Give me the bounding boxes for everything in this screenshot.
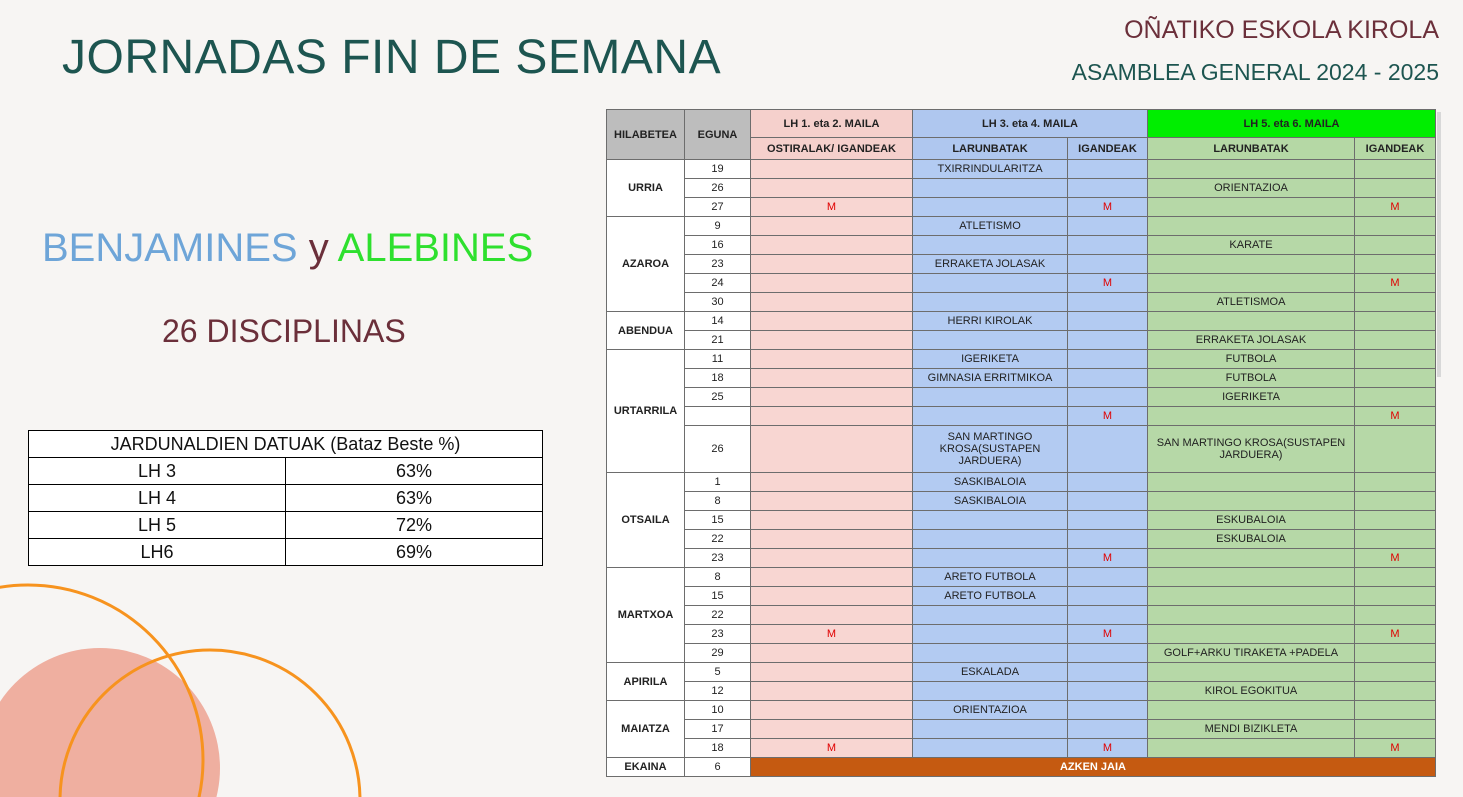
lh12-cell <box>751 663 913 682</box>
lh56-saturday-cell <box>1148 549 1355 568</box>
lh56-sunday-cell <box>1355 644 1436 663</box>
schedule-row <box>607 217 1436 236</box>
lh34-sunday-cell <box>1068 492 1148 511</box>
lh56-sunday-cell: M <box>1355 739 1436 758</box>
month-cell: MAIATZA <box>607 701 685 758</box>
lh56-sunday-header: IGANDEAK <box>1355 138 1436 160</box>
lh34-saturday-cell: SASKIBALOIA <box>913 473 1068 492</box>
scrollbar[interactable] <box>1437 112 1441 377</box>
lh56-sunday-cell <box>1355 530 1436 549</box>
lh34-saturday-cell <box>913 198 1068 217</box>
day-cell: 11 <box>685 350 751 369</box>
lh34-saturday-cell: ATLETISMO <box>913 217 1068 236</box>
lh56-sunday-cell: M <box>1355 549 1436 568</box>
schedule-row <box>607 198 1436 217</box>
lh34-sunday-cell <box>1068 388 1148 407</box>
lh34-sunday-header: IGANDEAK <box>1068 138 1148 160</box>
lh56-saturday-cell: KIROL EGOKITUA <box>1148 682 1355 701</box>
lh34-sunday-cell <box>1068 179 1148 198</box>
lh34-sunday-cell <box>1068 236 1148 255</box>
lh34-sunday-cell <box>1068 160 1148 179</box>
schedule-row <box>607 568 1436 587</box>
lh56-saturday-cell <box>1148 198 1355 217</box>
month-cell: ABENDUA <box>607 312 685 350</box>
lh12-cell <box>751 568 913 587</box>
lh12-cell: M <box>751 625 913 644</box>
lh56-saturday-cell: ORIENTAZIOA <box>1148 179 1355 198</box>
lh56-saturday-cell <box>1148 160 1355 179</box>
salmon-circle <box>0 648 220 797</box>
schedule-row <box>607 350 1436 369</box>
lh12-cell <box>751 236 913 255</box>
lh12-cell <box>751 606 913 625</box>
lh56-saturday-header: LARUNBATAK <box>1148 138 1355 160</box>
schedule-row <box>607 663 1436 682</box>
schedule-row <box>607 312 1436 331</box>
lh34-saturday-cell: ARETO FUTBOLA <box>913 568 1068 587</box>
lh34-saturday-cell <box>913 682 1068 701</box>
lh12-cell <box>751 701 913 720</box>
day-cell: 18 <box>685 369 751 388</box>
lh56-sunday-cell <box>1355 720 1436 739</box>
lh34-sunday-cell <box>1068 568 1148 587</box>
lh12-cell <box>751 160 913 179</box>
lh56-sunday-cell <box>1355 682 1436 701</box>
schedule-row <box>607 407 1436 426</box>
day-cell: 23 <box>685 255 751 274</box>
lh34-saturday-cell: TXIRRINDULARITZA <box>913 160 1068 179</box>
lh56-saturday-cell <box>1148 701 1355 720</box>
summary-percentage: 72% <box>286 512 543 539</box>
lh56-saturday-cell <box>1148 492 1355 511</box>
lh34-saturday-cell <box>913 331 1068 350</box>
day-cell: 16 <box>685 236 751 255</box>
lh34-saturday-cell: ORIENTAZIOA <box>913 701 1068 720</box>
month-cell: URTARRILA <box>607 350 685 473</box>
lh12-cell: M <box>751 198 913 217</box>
lh34-sunday-cell <box>1068 426 1148 473</box>
connector-label: y <box>308 226 329 270</box>
summary-row <box>29 539 543 566</box>
day-cell: 17 <box>685 720 751 739</box>
day-cell: 12 <box>685 682 751 701</box>
day-cell: 23 <box>685 625 751 644</box>
day-cell: 23 <box>685 549 751 568</box>
day-cell: 27 <box>685 198 751 217</box>
lh12-cell <box>751 274 913 293</box>
lh56-saturday-cell: FUTBOLA <box>1148 369 1355 388</box>
lh34-saturday-cell: SASKIBALOIA <box>913 492 1068 511</box>
summary-level: LH 3 <box>29 458 286 485</box>
month-cell: AZAROA <box>607 217 685 312</box>
lh12-cell <box>751 217 913 236</box>
lh56-sunday-cell <box>1355 312 1436 331</box>
lh56-sunday-cell: M <box>1355 625 1436 644</box>
lh34-saturday-cell <box>913 388 1068 407</box>
lh12-cell <box>751 255 913 274</box>
lh12-group-header: LH 1. eta 2. MAILA <box>751 110 913 138</box>
lh56-saturday-cell: GOLF+ARKU TIRAKETA +PADELA <box>1148 644 1355 663</box>
final-event-cell: AZKEN JAIA <box>751 758 1436 777</box>
day-cell: 25 <box>685 388 751 407</box>
lh56-saturday-cell: KARATE <box>1148 236 1355 255</box>
lh34-saturday-cell: ESKALADA <box>913 663 1068 682</box>
lh56-sunday-cell <box>1355 179 1436 198</box>
lh12-cell <box>751 179 913 198</box>
lh12-cell <box>751 426 913 473</box>
lh34-sunday-cell <box>1068 217 1148 236</box>
lh34-sunday-cell <box>1068 720 1148 739</box>
day-cell: 26 <box>685 426 751 473</box>
summary-level: LH 4 <box>29 485 286 512</box>
day-cell: 5 <box>685 663 751 682</box>
summary-row <box>29 512 543 539</box>
day-cell: 6 <box>685 758 751 777</box>
summary-percentage: 63% <box>286 485 543 512</box>
final-row <box>607 758 1436 777</box>
lh12-cell <box>751 350 913 369</box>
lh56-sunday-cell <box>1355 388 1436 407</box>
lh34-saturday-cell <box>913 606 1068 625</box>
lh34-saturday-cell <box>913 293 1068 312</box>
day-cell: 30 <box>685 293 751 312</box>
day-cell: 1 <box>685 473 751 492</box>
lh56-saturday-cell <box>1148 625 1355 644</box>
schedule-row <box>607 549 1436 568</box>
lh34-sunday-cell <box>1068 606 1148 625</box>
lh34-sunday-cell: M <box>1068 274 1148 293</box>
day-cell: 24 <box>685 274 751 293</box>
lh34-sunday-cell <box>1068 473 1148 492</box>
lh56-saturday-cell: IGERIKETA <box>1148 388 1355 407</box>
category-heading <box>42 226 533 271</box>
lh56-sunday-cell <box>1355 160 1436 179</box>
lh56-saturday-cell <box>1148 606 1355 625</box>
summary-level: LH 5 <box>29 512 286 539</box>
schedule-row <box>607 255 1436 274</box>
lh34-sunday-cell <box>1068 587 1148 606</box>
day-cell: 9 <box>685 217 751 236</box>
lh56-saturday-cell: ERRAKETA JOLASAK <box>1148 331 1355 350</box>
day-cell: 15 <box>685 511 751 530</box>
lh12-cell <box>751 682 913 701</box>
schedule-row <box>607 701 1436 720</box>
schedule-row <box>607 160 1436 179</box>
lh34-sunday-cell <box>1068 701 1148 720</box>
lh34-saturday-cell <box>913 179 1068 198</box>
schedule-row <box>607 739 1436 758</box>
lh56-saturday-cell: ESKUBALOIA <box>1148 530 1355 549</box>
schedule-row <box>607 179 1436 198</box>
lh12-cell <box>751 473 913 492</box>
lh56-sunday-cell: M <box>1355 198 1436 217</box>
lh56-saturday-cell <box>1148 255 1355 274</box>
lh34-group-header: LH 3. eta 4. MAILA <box>913 110 1148 138</box>
schedule-row <box>607 388 1436 407</box>
lh56-sunday-cell <box>1355 663 1436 682</box>
summary-level: LH6 <box>29 539 286 566</box>
lh34-sunday-cell <box>1068 350 1148 369</box>
lh56-saturday-cell <box>1148 739 1355 758</box>
lh34-sunday-cell <box>1068 511 1148 530</box>
day-cell: 14 <box>685 312 751 331</box>
lh34-saturday-cell: SAN MARTINGO KROSA(SUSTAPEN JARDUERA) <box>913 426 1068 473</box>
lh34-saturday-cell <box>913 236 1068 255</box>
day-column-header: EGUNA <box>685 110 751 160</box>
lh12-cell <box>751 388 913 407</box>
lh56-saturday-cell <box>1148 312 1355 331</box>
assembly-subtitle: ASAMBLEA GENERAL 2024 - 2025 <box>1071 59 1439 85</box>
schedule-row <box>607 720 1436 739</box>
benjamines-label: BENJAMINES <box>42 226 298 270</box>
day-cell: 8 <box>685 492 751 511</box>
summary-header: JARDUNALDIEN DATUAK (Bataz Beste %) <box>29 431 543 458</box>
lh34-sunday-cell: M <box>1068 625 1148 644</box>
lh56-sunday-cell <box>1355 331 1436 350</box>
summary-row <box>29 485 543 512</box>
lh34-saturday-cell <box>913 549 1068 568</box>
lh12-cell <box>751 511 913 530</box>
schedule-row <box>607 682 1436 701</box>
lh56-sunday-cell <box>1355 217 1436 236</box>
lh34-sunday-cell <box>1068 682 1148 701</box>
schedule-row <box>607 587 1436 606</box>
lh34-sunday-cell <box>1068 293 1148 312</box>
month-cell: MARTXOA <box>607 568 685 663</box>
lh56-saturday-cell <box>1148 663 1355 682</box>
day-cell: 8 <box>685 568 751 587</box>
lh12-cell <box>751 530 913 549</box>
schedule-table <box>606 109 1436 777</box>
lh56-sunday-cell <box>1355 511 1436 530</box>
disciplines-count: 26 DISCIPLINAS <box>162 313 406 349</box>
lh34-saturday-cell <box>913 644 1068 663</box>
lh56-sunday-cell <box>1355 426 1436 473</box>
lh12-cell <box>751 720 913 739</box>
lh56-saturday-cell <box>1148 587 1355 606</box>
schedule-row <box>607 606 1436 625</box>
lh34-saturday-cell <box>913 720 1068 739</box>
schedule-row <box>607 426 1436 473</box>
lh34-sunday-cell: M <box>1068 549 1148 568</box>
lh12-cell <box>751 293 913 312</box>
lh56-sunday-cell <box>1355 492 1436 511</box>
lh56-saturday-cell <box>1148 274 1355 293</box>
schedule-row <box>607 369 1436 388</box>
lh56-sunday-cell <box>1355 369 1436 388</box>
lh34-saturday-cell: ARETO FUTBOLA <box>913 587 1068 606</box>
month-cell: APIRILA <box>607 663 685 701</box>
lh34-sunday-cell: M <box>1068 198 1148 217</box>
lh34-sunday-cell <box>1068 663 1148 682</box>
lh56-sunday-cell <box>1355 568 1436 587</box>
schedule-row <box>607 492 1436 511</box>
schedule-row <box>607 331 1436 350</box>
day-cell: 19 <box>685 160 751 179</box>
day-cell <box>685 407 751 426</box>
lh34-sunday-cell: M <box>1068 407 1148 426</box>
lh34-sunday-cell <box>1068 530 1148 549</box>
lh56-saturday-cell <box>1148 217 1355 236</box>
lh12-cell <box>751 492 913 511</box>
lh34-saturday-cell <box>913 530 1068 549</box>
lh34-saturday-cell <box>913 625 1068 644</box>
lh56-sunday-cell <box>1355 606 1436 625</box>
lh56-sunday-cell <box>1355 701 1436 720</box>
lh34-sunday-cell <box>1068 255 1148 274</box>
month-column-header: HILABETEA <box>607 110 685 160</box>
lh34-saturday-cell <box>913 274 1068 293</box>
summary-row <box>29 458 543 485</box>
lh56-saturday-cell: MENDI BIZIKLETA <box>1148 720 1355 739</box>
lh56-group-header: LH 5. eta 6. MAILA <box>1148 110 1436 138</box>
lh34-saturday-cell: IGERIKETA <box>913 350 1068 369</box>
schedule-row <box>607 511 1436 530</box>
lh34-saturday-cell <box>913 407 1068 426</box>
day-cell: 22 <box>685 530 751 549</box>
lh56-saturday-cell <box>1148 568 1355 587</box>
lh12-cell <box>751 369 913 388</box>
schedule-row <box>607 293 1436 312</box>
org-header <box>1072 16 1439 86</box>
lh56-saturday-cell: ESKUBALOIA <box>1148 511 1355 530</box>
orange-ring-right <box>60 650 360 797</box>
lh56-sunday-cell <box>1355 255 1436 274</box>
lh12-cell <box>751 312 913 331</box>
day-cell: 15 <box>685 587 751 606</box>
org-name: OÑATIKO ESKOLA KIROLA <box>1124 16 1439 44</box>
lh56-sunday-cell <box>1355 236 1436 255</box>
day-cell: 18 <box>685 739 751 758</box>
summary-percentage: 69% <box>286 539 543 566</box>
alebines-label: ALEBINES <box>337 226 534 270</box>
lh12-fri-sun-header: OSTIRALAK/ IGANDEAK <box>751 138 913 160</box>
lh12-cell <box>751 549 913 568</box>
lh56-sunday-cell <box>1355 587 1436 606</box>
lh12-cell: M <box>751 739 913 758</box>
month-cell: EKAINA <box>607 758 685 777</box>
day-cell: 10 <box>685 701 751 720</box>
day-cell: 22 <box>685 606 751 625</box>
page-title: JORNADAS FIN DE SEMANA <box>62 31 722 84</box>
lh34-saturday-cell <box>913 739 1068 758</box>
lh34-sunday-cell <box>1068 369 1148 388</box>
lh34-saturday-cell: HERRI KIROLAK <box>913 312 1068 331</box>
lh56-sunday-cell <box>1355 473 1436 492</box>
lh34-sunday-cell: M <box>1068 739 1148 758</box>
lh12-cell <box>751 331 913 350</box>
lh12-cell <box>751 644 913 663</box>
lh34-sunday-cell <box>1068 644 1148 663</box>
lh12-cell <box>751 587 913 606</box>
lh56-saturday-cell <box>1148 407 1355 426</box>
lh34-saturday-header: LARUNBATAK <box>913 138 1068 160</box>
schedule-row <box>607 625 1436 644</box>
schedule-row <box>607 236 1436 255</box>
day-cell: 26 <box>685 179 751 198</box>
schedule-row <box>607 473 1436 492</box>
lh56-saturday-cell: SAN MARTINGO KROSA(SUSTAPEN JARDUERA) <box>1148 426 1355 473</box>
orange-ring-left <box>0 585 203 797</box>
month-cell: URRIA <box>607 160 685 217</box>
schedule-row <box>607 274 1436 293</box>
schedule-row <box>607 644 1436 663</box>
summary-table <box>28 430 543 566</box>
lh34-saturday-cell: ERRAKETA JOLASAK <box>913 255 1068 274</box>
day-cell: 29 <box>685 644 751 663</box>
lh56-sunday-cell: M <box>1355 407 1436 426</box>
lh56-saturday-cell <box>1148 473 1355 492</box>
month-cell: OTSAILA <box>607 473 685 568</box>
lh56-sunday-cell <box>1355 293 1436 312</box>
lh56-saturday-cell: ATLETISMOA <box>1148 293 1355 312</box>
lh34-sunday-cell <box>1068 331 1148 350</box>
lh12-cell <box>751 407 913 426</box>
summary-percentage: 63% <box>286 458 543 485</box>
schedule-row <box>607 530 1436 549</box>
lh34-sunday-cell <box>1068 312 1148 331</box>
lh34-saturday-cell: GIMNASIA ERRITMIKOA <box>913 369 1068 388</box>
lh56-saturday-cell: FUTBOLA <box>1148 350 1355 369</box>
lh56-sunday-cell: M <box>1355 274 1436 293</box>
lh56-sunday-cell <box>1355 350 1436 369</box>
day-cell: 21 <box>685 331 751 350</box>
lh34-saturday-cell <box>913 511 1068 530</box>
